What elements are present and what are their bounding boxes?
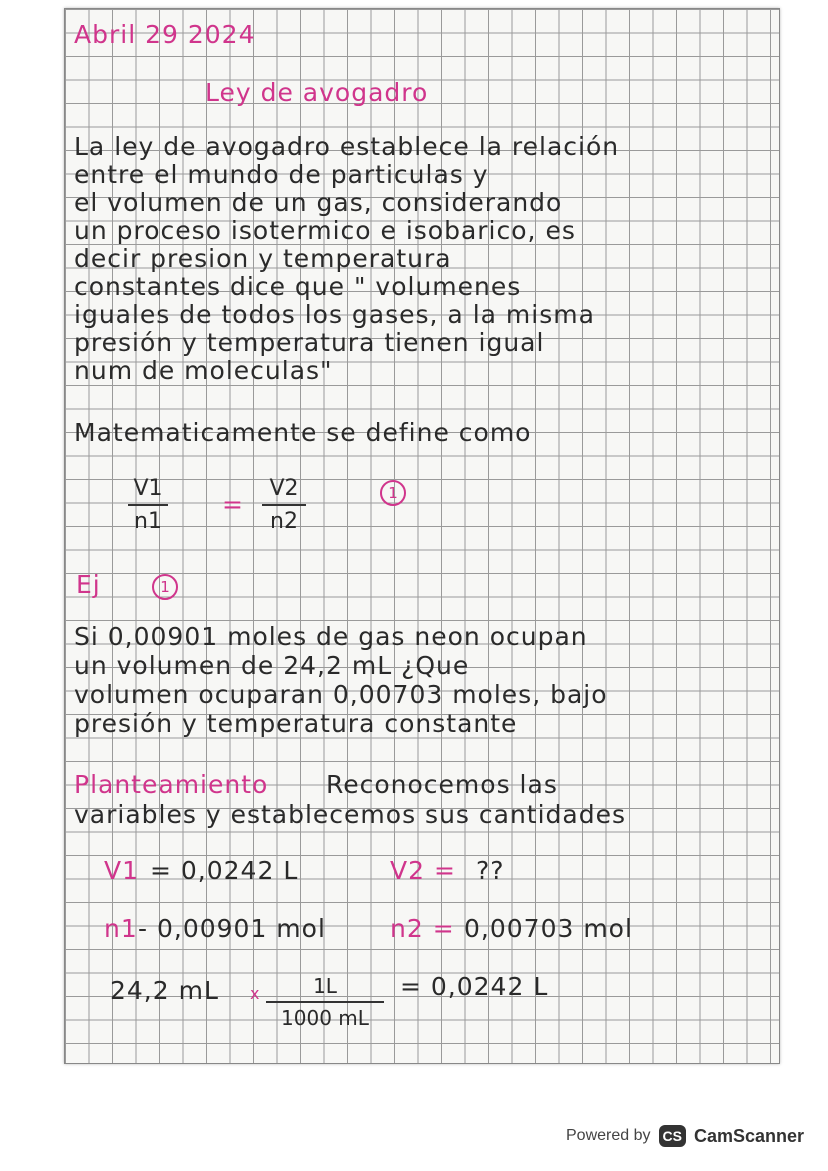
paragraph-line: un proceso isotermico e isobarico, es (74, 216, 576, 245)
conversion-result: = 0,0242 L (400, 972, 549, 1001)
planteamiento-label: Planteamiento (74, 770, 269, 799)
example-label: Ej (76, 570, 101, 599)
v2-value: ?? (476, 856, 505, 885)
problem-line: volumen ocuparan 0,00703 moles, bajo (74, 680, 608, 709)
problem-line: Si 0,00901 moles de gas neon ocupan (74, 622, 588, 651)
camscanner-brand: CamScanner (693, 1125, 805, 1146)
paragraph-line: num de moleculas" (74, 356, 333, 385)
times-sign: x (250, 984, 261, 1003)
camscanner-watermark (566, 1125, 804, 1147)
equation-number: 1 (380, 480, 406, 506)
planteamiento-text: Reconocemos las (326, 770, 558, 799)
problem-line: un volumen de 24,2 mL ¿Que (74, 651, 470, 680)
n1: n1 (134, 509, 162, 534)
fraction-v2-n2 (262, 476, 306, 534)
v1-label: V1 (104, 856, 140, 885)
n1-value: - 0,00901 mol (138, 914, 326, 943)
paragraph-line: iguales de todos los gases, a la misma (74, 300, 595, 329)
v2-label: V2 = (390, 856, 456, 885)
math-intro: Matematicamente se define como (74, 418, 532, 447)
camscanner-logo-icon: CS (659, 1125, 686, 1147)
paragraph-line: presión y temperatura tienen igual (74, 328, 545, 357)
v1-value: = 0,0242 L (150, 856, 299, 885)
paragraph-line: La ley de avogadro establece la relación (74, 132, 620, 161)
n2: n2 (270, 509, 298, 534)
paragraph-line: entre el mundo de particulas y (74, 160, 489, 189)
planteamiento-text: variables y establecemos sus cantidades (74, 800, 627, 829)
powered-by-text: Powered by (566, 1127, 651, 1144)
paragraph-line: decir presion y temperatura (74, 244, 452, 273)
paragraph-line: constantes dice que " volumenes (74, 272, 522, 301)
fraction-v1-n1 (128, 476, 168, 534)
problem-line: presión y temperatura constante (74, 709, 518, 738)
v1: V1 (133, 476, 163, 501)
conversion-fraction (266, 974, 384, 1030)
n2-value: 0,00703 mol (464, 914, 633, 943)
n1-label: n1 (104, 914, 138, 943)
conversion-left: 24,2 mL (110, 976, 219, 1005)
denominator: 1000 mL (281, 1006, 369, 1030)
paragraph-line: el volumen de un gas, considerando (74, 188, 563, 217)
n2-label: n2 = (390, 914, 455, 943)
numerator: 1L (313, 974, 337, 998)
date: Abril 29 2024 (74, 20, 256, 49)
v2: V2 (269, 476, 299, 501)
equals: = (222, 490, 244, 519)
example-number: 1 (152, 574, 178, 600)
page-title: Ley de avogadro (205, 78, 429, 107)
